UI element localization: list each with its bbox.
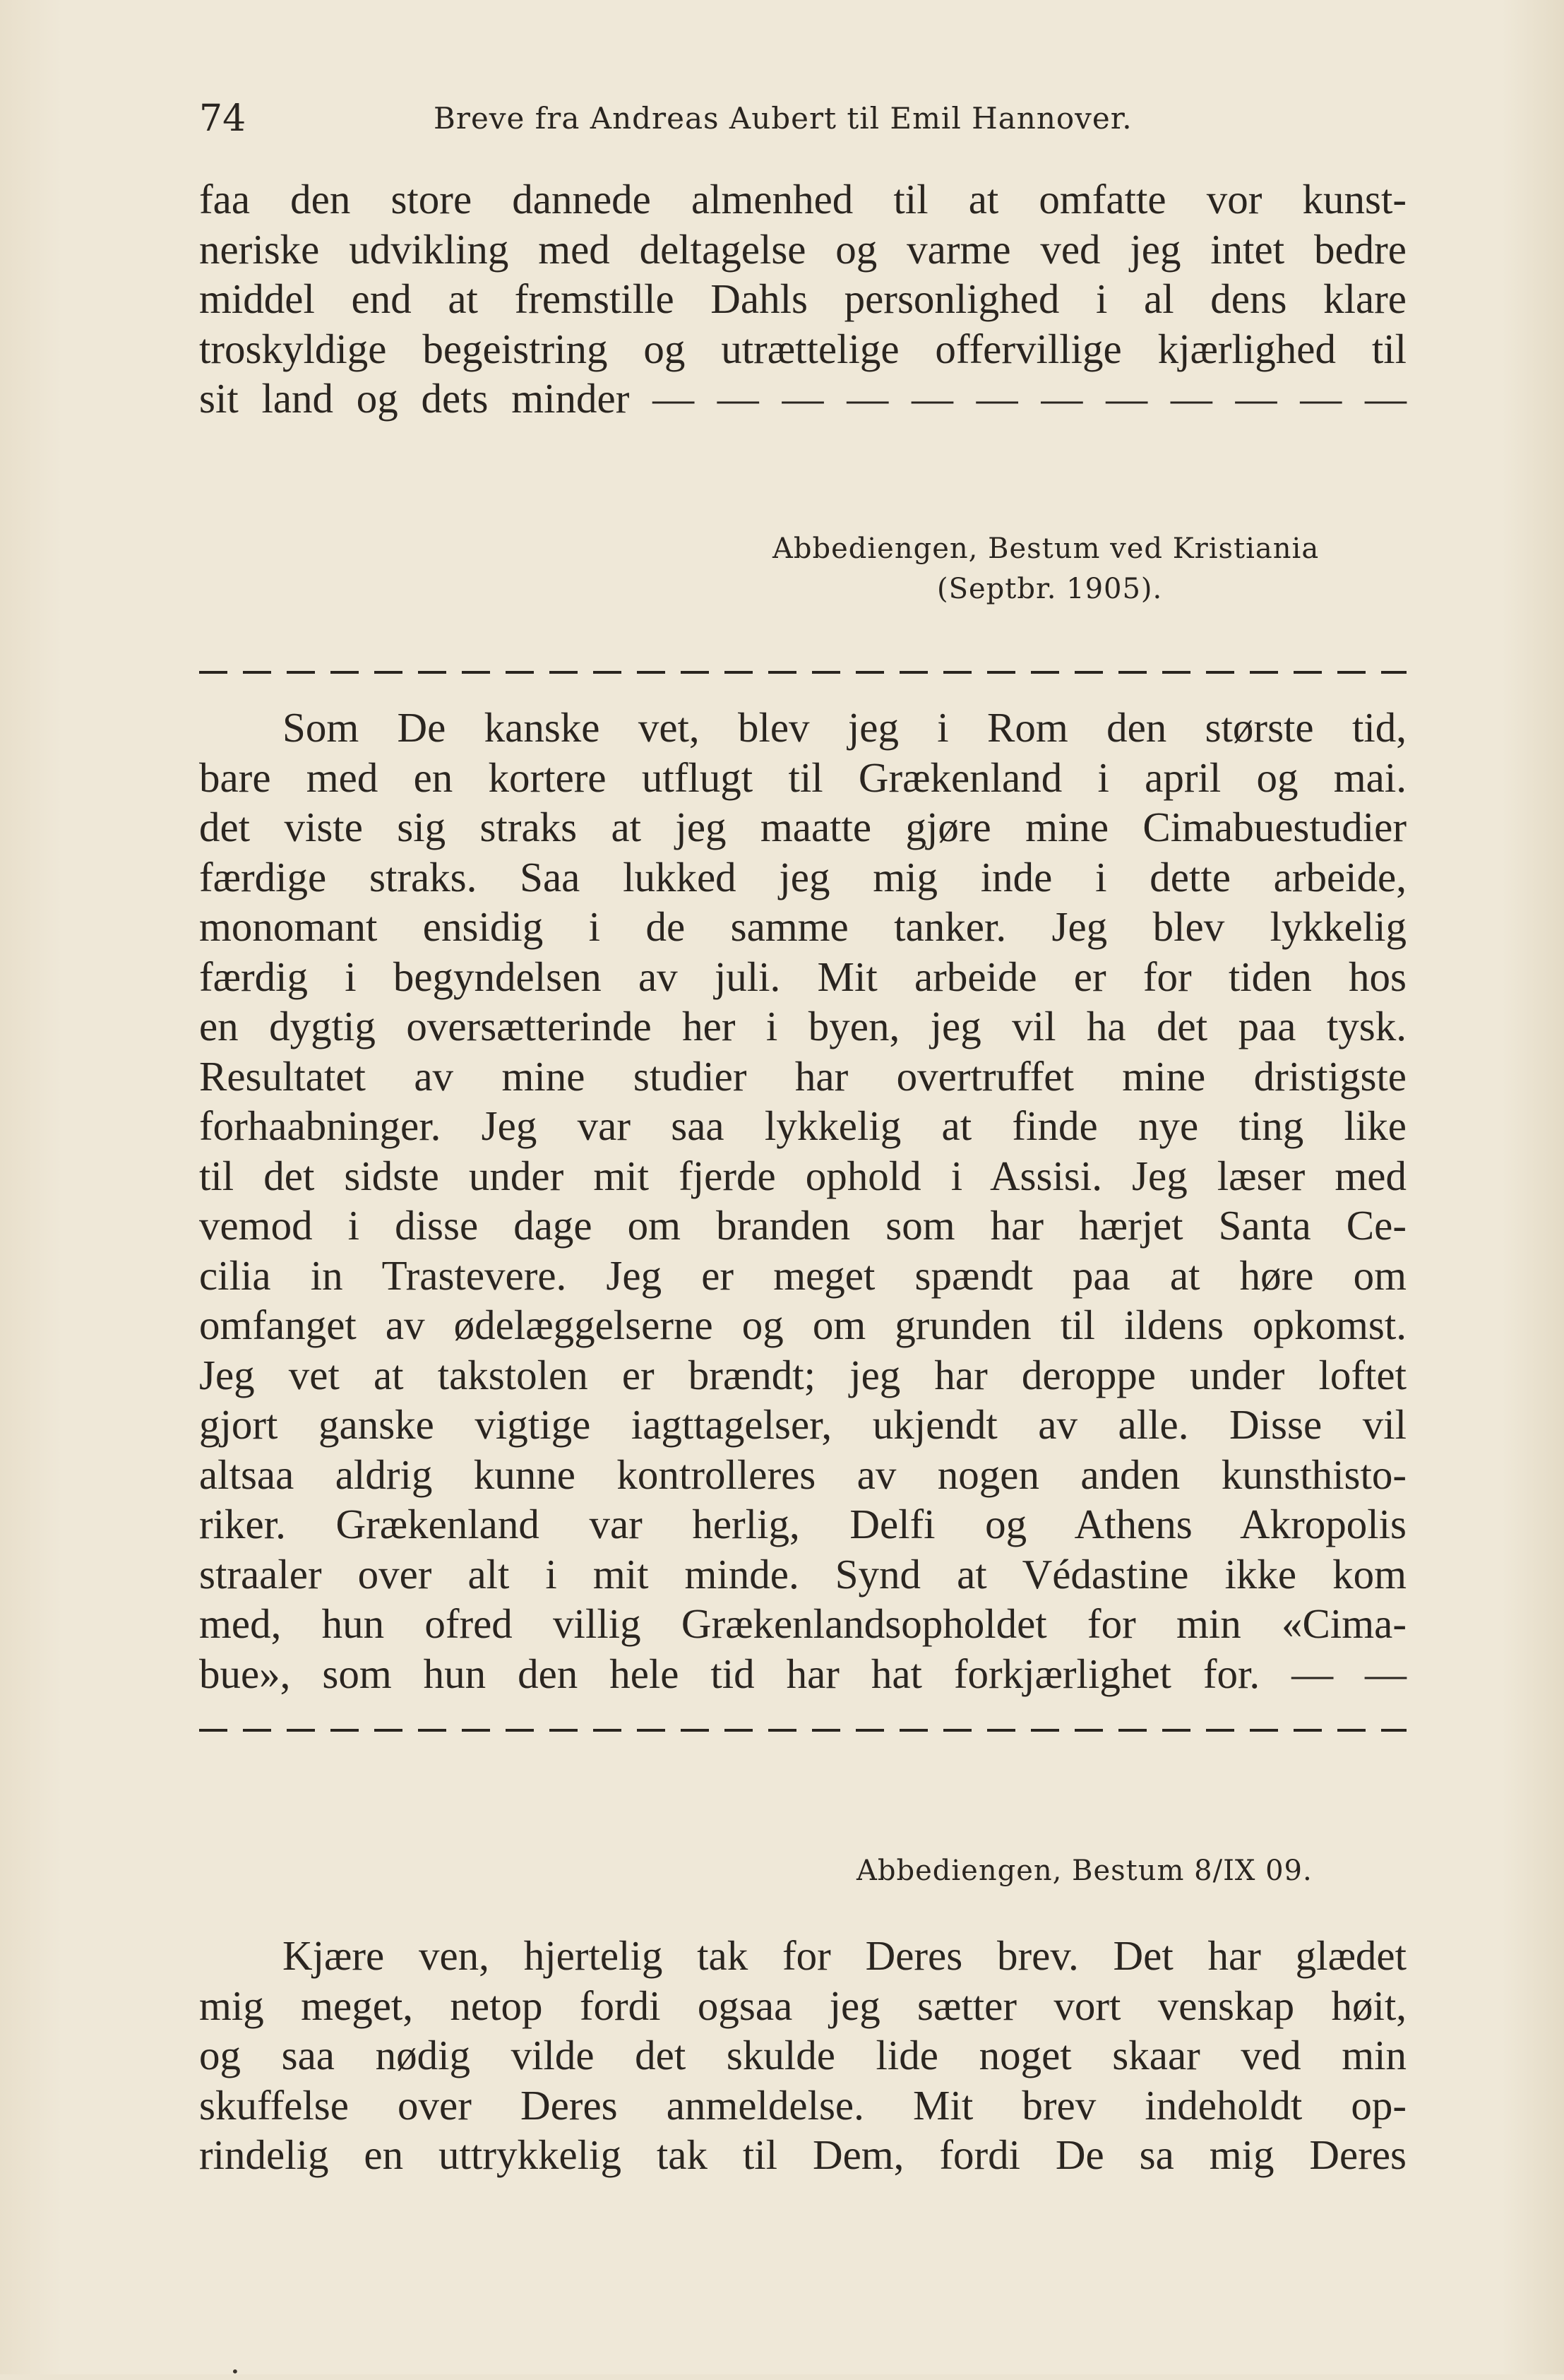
text-line: cilia in Trastevere. Jeg er meget spændt paa at høre om [199,1251,1407,1299]
letter-1-date: (Septbr. 1905). [937,573,1163,605]
paragraph-2 [199,703,1407,1698]
page-number: 74 [199,97,246,140]
text-line: gjort ganske vigtige iagttagelser, ukjendt av alle. Disse vil [199,1401,1407,1448]
paragraph-1 [199,174,1407,424]
text-line: færdige straks. Saa lukked jeg mig inde i dette arbeide, [199,853,1407,900]
page-header [199,90,1407,147]
text-line: omfanget av ødelæggelserne og om grunden til ildens opkomst. [199,1302,1407,1348]
text-line: Som De kanske vet, blev jeg i Rom den største tid, [282,704,1407,751]
text-line: skuffelse over Deres anmeldelse. Mit brev indeholdt op- [199,2081,1407,2129]
text-line: bare med en kortere utflugt til Grækenland i april og mai. [199,754,1407,801]
text-line: til det sidste under mit fjerde ophold i Assisi. Jeg læser med [199,1152,1407,1199]
text-line: det viste sig straks at jeg maatte gjøre mine Cimabuestudier [199,804,1407,850]
text-line: altsaa aldrig kunne kontrolleres av nogen anden kunsthisto- [199,1451,1407,1498]
text-line: troskyldige begeistring og utrættelige offervillige kjærlighed til [199,325,1407,372]
paragraph-3 [199,1931,1407,2180]
dash-separator [199,1729,1407,1732]
text-line: en dygtig oversætterinde her i byen, jeg vil ha det paa tysk. [199,1003,1407,1049]
text-line: med, hun ofred villig Grækenlandsopholdet for min «Cima- [199,1600,1407,1647]
letter-1-place: Abbediengen, Bestum ved Kristiania [772,532,1320,565]
text-line: neriske udvikling med deltagelse og varme ved jeg intet bedre [199,225,1407,273]
text-line: vemod i disse dage om branden som har hærjet Santa Ce- [199,1202,1407,1249]
text-line: rindelig en uttrykkelig tak til Dem, fordi De sa mig Deres [199,2131,1407,2178]
text-line: sit land og dets minder — — — — — — — — — — — — [199,375,1407,422]
text-line: riker. Grækenland var herlig, Delfi og Athens Akropolis [199,1501,1407,1547]
text-line: mig meget, netop fordi ogsaa jeg sætter vort venskap høit, [199,1982,1407,2029]
text-line: faa den store dannede almenhed til at omfatte vor kunst- [199,176,1407,222]
text-line: færdig i begyndelsen av juli. Mit arbeide er for tiden hos [199,953,1407,1000]
dash-separator [199,671,1407,674]
text-line: Jeg vet at takstolen er brændt; jeg har deroppe under loftet [199,1351,1407,1398]
text-line: middel end at fremstille Dahls personlighed i al dens klare [199,275,1407,322]
text-line: Resultatet av mine studier har overtruffet mine dristigste [199,1052,1407,1100]
text-line: bue», som hun den hele tid har hat forkjærlighet for. — — [199,1650,1407,1697]
text-line: forhaabninger. Jeg var saa lykkelig at finde nye ting like [199,1102,1407,1149]
running-title: Breve fra Andreas Aubert til Emil Hannover. [434,101,1133,136]
text-line: monomant ensidig i de samme tanker. Jeg blev lykkelig [199,903,1407,950]
text-line: og saa nødig vilde det skulde lide noget skaar ved min [199,2032,1407,2078]
letter-2-place: Abbediengen, Bestum 8/IX 09. [856,1855,1313,1887]
text-line: Kjære ven, hjertelig tak for Deres brev. Det har glædet [282,1932,1407,1979]
text-line: straaler over alt i mit minde. Synd at Védastine ikke kom [199,1550,1407,1597]
print-speck: • [231,2363,239,2380]
